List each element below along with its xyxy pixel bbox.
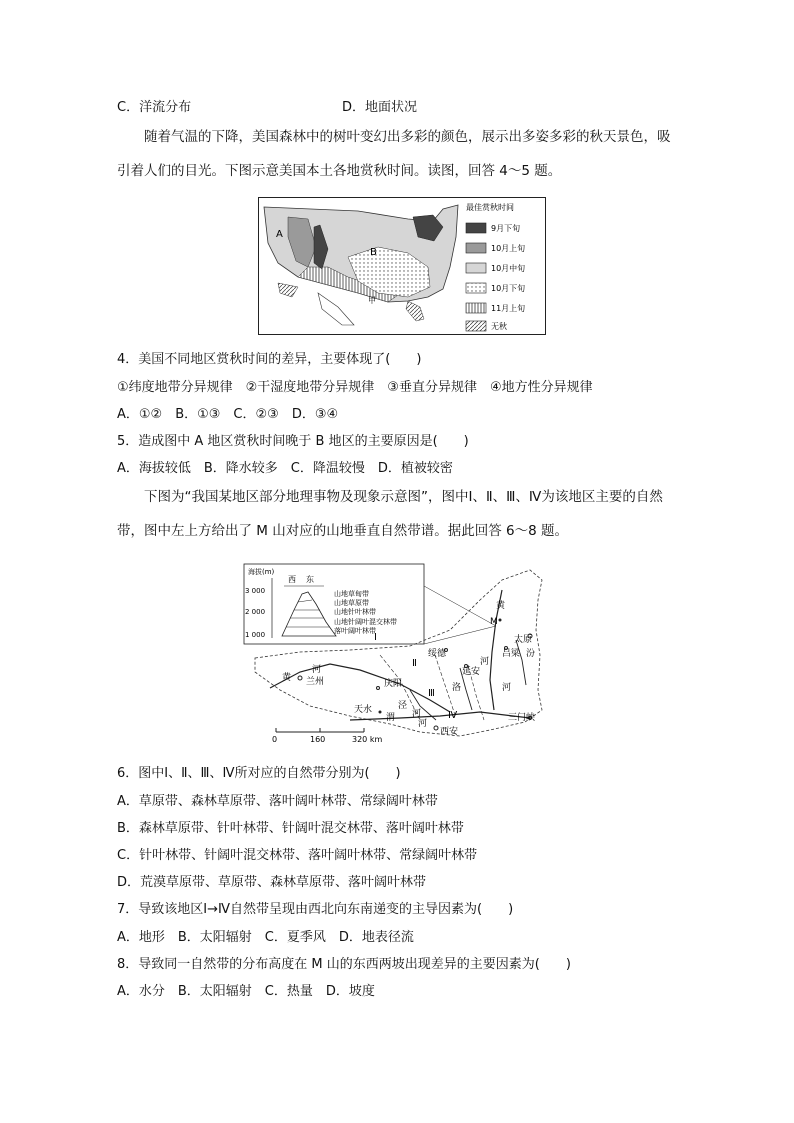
place-lanzhou: 兰州 [306, 677, 325, 687]
legend-swatch-oct-early [466, 243, 486, 253]
q8-stem: 8．导致同一自然带的分布高度在 M 山的东西两坡出现差异的主要因素为( ) [117, 957, 571, 972]
legend-swatch-sep-late [466, 223, 486, 233]
q4-options: A．①② B．①③ C．②③ D．③④ [117, 407, 339, 422]
legend-label-oct-early: 10月上旬 [491, 244, 526, 253]
china-region-map [240, 560, 555, 745]
us-autumn-map [258, 197, 546, 335]
place-taiyuan: 太原 [514, 635, 533, 645]
q6-stem: 6．图中Ⅰ、Ⅱ、Ⅲ、Ⅳ所对应的自然带分别为( ) [117, 766, 401, 781]
intro-paragraph-1: 随着气温的下降，美国森林中的树叶变幻出多彩的颜色，展示出多姿多彩的秋天景色，吸引着人们的目光。下图示意美国本土各地赏秋时间。读图，回答 4～5 题。 [117, 129, 671, 179]
q8-options: A．水分 B．太阳辐射 C．热量 D．坡度 [117, 984, 375, 999]
place-sanmenxia: 三门峡 [508, 713, 536, 723]
inset-ylabel: 海拔(m) [248, 568, 275, 576]
intro-paragraph-2: 下图为“我国某地区部分地理事物及现象示意图”，图中Ⅰ、Ⅱ、Ⅲ、Ⅳ为该地区主要的自然带，图中左上方给出了 M 山对应的山地垂直自然带谱。据此回答 6～8 题。 [117, 489, 663, 539]
belt-conifer: 山地针叶林带 [334, 608, 376, 616]
q5-options: A．海拔较低 B．降水较多 C．降温较慢 D．植被较密 [117, 461, 453, 476]
place-jing: 泾 [398, 701, 408, 711]
ytick-1000: 1 000 [245, 631, 266, 639]
place-m-mountain: M [490, 617, 498, 627]
scale-320: 320 km [352, 735, 383, 744]
q7-options: A．地形 B．太阳辐射 C．夏季风 D．地表径流 [117, 930, 414, 945]
belt-meadow: 山地草甸带 [334, 590, 369, 598]
us-map-label-jia: 甲 [368, 296, 376, 305]
place-wei: 渭 [386, 713, 396, 723]
scale-0: 0 [272, 735, 278, 744]
place-he-3: 河 [312, 665, 322, 675]
ytick-3000: 3 000 [245, 587, 266, 595]
place-yanan: 延安 [462, 667, 481, 677]
legend-swatch-oct-late [466, 283, 486, 293]
legend-label-nov-early: 11月上旬 [491, 304, 526, 313]
place-fen: 汾 [526, 649, 536, 659]
q5-stem: 5．造成图中 A 地区赏秋时间晚于 B 地区的主要原因是( ) [117, 434, 469, 449]
place-huang-west: 黄 [282, 673, 292, 683]
zone-1: Ⅰ [374, 632, 377, 643]
legend-label-oct-late: 10月下旬 [491, 284, 526, 293]
q7-stem: 7．导致该地区Ⅰ→Ⅳ自然带呈现由西北向东南递变的主导因素为( ) [117, 902, 514, 917]
belt-mixed: 山地针阔叶混交林带 [334, 618, 397, 626]
place-he-4: 河 [412, 709, 422, 719]
legend-swatch-no-autumn [466, 321, 486, 331]
q6-option-d: D．荒漠草原带、草原带、森林草原带、落叶阔叶林带 [117, 875, 427, 890]
place-luo: 洛 [452, 683, 462, 693]
legend-swatch-nov-early [466, 303, 486, 313]
q6-option-c: C．针叶林带、针阔叶混交林带、落叶阔叶林带、常绿阔叶林带 [117, 848, 478, 863]
q3-option-c: C．洋流分布 [117, 100, 192, 115]
legend-label-no-autumn: 无秋 [491, 322, 507, 331]
belt-steppe: 山地草原带 [334, 599, 369, 607]
us-map-label-a: A [276, 229, 283, 240]
legend-label-sep-late: 9月下旬 [491, 224, 521, 233]
place-qingyang: 庆阳 [384, 679, 403, 689]
ytick-2000: 2 000 [245, 608, 266, 616]
place-he-2: 河 [502, 683, 512, 693]
inset-west: 西 [288, 575, 296, 584]
zone-2: Ⅱ [412, 658, 417, 669]
place-huang-north: 黄 [496, 601, 506, 611]
fen-river [516, 640, 526, 685]
place-suide: 绥德 [428, 649, 447, 659]
q4-items: ①纬度地带分异规律 ②干湿度地带分异规律 ③垂直分异规律 ④地方性分异规律 [117, 380, 593, 395]
zone-4: Ⅳ [448, 710, 458, 721]
place-xian: 西安 [440, 727, 459, 737]
legend-label-oct-mid: 10月中旬 [491, 264, 526, 273]
place-he-1: 河 [480, 657, 490, 667]
scale-160: 160 [310, 735, 326, 744]
q3-option-d: D．地面状况 [342, 100, 418, 115]
q4-stem: 4．美国不同地区赏秋时间的差异，主要体现了( ) [117, 352, 422, 367]
q6-option-b: B．森林草原带、针叶林带、针阔叶混交林带、落叶阔叶林带 [117, 821, 464, 836]
place-he-5: 河 [418, 719, 428, 729]
zone-3: Ⅲ [428, 688, 435, 699]
belt-broadleaf: 落叶阔叶林带 [334, 627, 376, 635]
place-tianshui: 天水 [354, 705, 373, 715]
q6-option-a: A．草原带、森林草原带、落叶阔叶林带、常绿阔叶林带 [117, 794, 438, 809]
wei-river [350, 712, 530, 720]
inset-east: 东 [306, 575, 314, 584]
us-map-label-b: B [370, 247, 377, 258]
us-legend-title: 最佳赏秋时间 [466, 203, 514, 212]
place-lvliang: 吕梁 [502, 649, 521, 659]
legend-swatch-oct-mid [466, 263, 486, 273]
